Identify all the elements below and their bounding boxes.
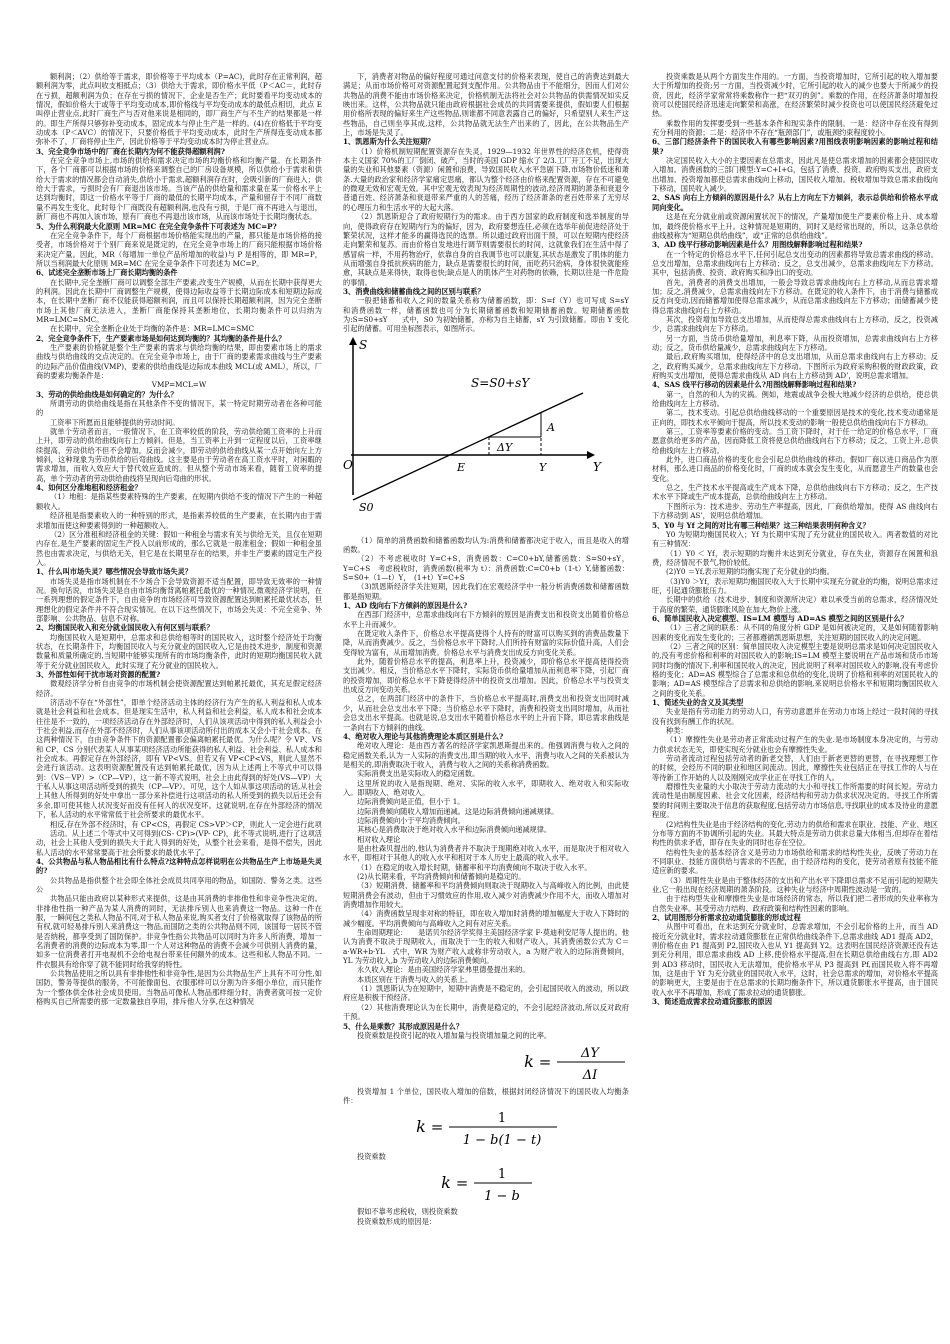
paragraph: 下，消费者对物品的偏好程度可通过问意支付的价格来表现，使自己的消费达到最大满足；从而市场价格可对资源配置起到支配作用。公共物品由于不能细分，因而人们对公共物品的消费不能由市场价格来决定，价格机制无法将社会对公共物品的供需情况如实反映出来。这样，公共物品就只能由政府根据社会成员的共同需要来提供，假如要人们根据用价格所表现的偏好来生产这些物品,则谁都不同意表露自己的偏好，只希望别人来生产这些物品，自己则坐享其成,这样，公共物品就无法生产出来的了，因此，在公共物品生产上，市场是失灵了。 bbox=[343, 72, 629, 138]
paragraph: (2)结构性失业是由于经济结构的变化,劳动力的供给和需求在职业、技能、产业、地区分布等方面的不协调所引起的失业。其最大特点是劳动力供求总量大体相当,但却存在着结构性的供求矛盾，即存在失业的同时也存在空位。 bbox=[652, 819, 938, 848]
eq-numerator: 1 bbox=[497, 1166, 507, 1182]
saving-line bbox=[353, 393, 583, 500]
paragraph: （1）摩擦性失业是劳动者正常流动过程产生的失业.是市场制度本身决定的，与劳动力供求状态无关，即使实现充分就业也会有摩擦性失业。 bbox=[652, 735, 938, 754]
paragraph: （2）不考虑税收时 Y=C+S，消费函数：C=C0+bY,储蓄函数：S=S0+sY，Y=C+S 考虑税收时，消费函数(税率为 t）：消费函数:C=C0+b（1-t）Y,储蓄函数：S=S0+（1—t）Y， (1+t）Y=C+S bbox=[343, 554, 629, 582]
paragraph: 其次，投资增加导致总支出增加，从而使得总需求曲线向右上方移动，反之，投资减少，总需求曲线向左下方移动。 bbox=[652, 314, 938, 334]
equation-figure bbox=[411, 1105, 561, 1149]
section-heading: 1、简述失业的含义及其类型 bbox=[652, 698, 744, 708]
paragraph: 投资乘数形成的原因是： bbox=[357, 1216, 437, 1226]
paragraph: VMP=MCL=W bbox=[151, 380, 207, 390]
paragraph: 一般把储蓄和收入之间的数量关系称为储蓄函数，即：S=f（Y）也可写成 S=sY 和消费函数一样，储蓄函数也可分为长期储蓄函数和短期储蓄函数。短期储蓄函数为:S=S0+sY 式中，S0 为初始储蓄，亦称为自主储蓄，sY 为引致储蓄。即由 Y 变化引起的储蓄。可用坐标图表示，如图所示。 bbox=[343, 296, 644, 334]
equation-block bbox=[343, 1040, 629, 1086]
paragraph: （1）价格机制短期配置资源存在失灵。1929—1932 年世界性的经济危机，使得资本主义国家 70%的工厂倒闭、破产，当时的美国 GDP 缩水了 2/3.工厂开工不足，出现大量的失业和其他要素（资源）闲置和浪费，导致国民收入水平急剧下降,市场物价低迷和萧条.大量的政治家和经济学家痛定思痛，都认为整个经济由价格来配置资源，存在不可避免的微观无效和宏观无效。其中宏观无效表现为经济周期性的波动,经济周期的萧条和衰退令普通百姓、经济萧条和衰退带来严重的人的苦痛，经历了经济萧条的老百姓带来了无穷尽的心理压力和生活水平的大起大落。 bbox=[343, 146, 629, 212]
paragraph: 所谓劳动的供给曲线是指在其他条件不变的情况下，某一特定时期劳动者在各种可能的 bbox=[36, 399, 322, 418]
text-column-right bbox=[652, 72, 938, 1334]
paragraph: （3）短期消费、储蓄率和平均消费倾向则取决于现期收入与高峰收入的比例，由此使短期消费会有波动，但由于习惯效应的作用,收入减少对消费减少作用不大，而收入增加对消费增加作用较大。 bbox=[343, 881, 629, 910]
paragraph: 此外，进口商品价格的变化也会引起总供给曲线的移动。假如厂商以进口商品作为原材料，那么进口商品的价格变化时，厂商的成本就会发生变化，从而愿意生产的数量也会变化。 bbox=[652, 455, 938, 483]
section-heading: 6、简单国民收入决定模型、IS=LM 模型与 AD=AS 模型之间的区别是什么？ bbox=[652, 613, 908, 623]
paragraph: 实际消费支出是实际收入的稳定函数。 bbox=[357, 769, 480, 779]
section-heading: 3、消费曲线和储蓄曲线之间的区别与联系？ bbox=[343, 286, 485, 296]
paragraph: 总之，在两部门经济中的条件下，当价格总水平提高时,消费支出和投资支出同时减少，从而社会总支出水平下降；当价格总水平下降时，消费和投资支出同时增加，从而社会总支出水平提高。也就是说,总支出水平随着价格总水平的上升而下降，即总需求曲线是一条向右下方倾斜的曲线。 bbox=[343, 694, 629, 732]
paragraph: 就单个劳动者而言，一般情况下，在工资率较低的阶段，劳动供给随工资率的上升而上升，即劳动的供给曲线向右上方倾斜。但是，当工资率上升到一定程度以后，工资率继续提高，劳动供给不但不会增加，反而会减少，即劳动的供给曲线从某一点开始向左上方倾斜，这种现象为劳动供给的后弯曲线。这主要是由于劳动者在高工资水平时，对闲暇的需求增加，而收入效应大于替代效应造成的。但从整个劳动市场来看，随着工资率的提高，单个劳动者的劳动供给曲线将呈现向后弯曲的形状。 bbox=[36, 427, 322, 483]
eq-numerator: 1 bbox=[497, 1111, 507, 1127]
y-axis-arrow bbox=[349, 337, 357, 345]
paragraph: 乘数作用的发挥要受到一些基本条件和现实条件的限制。一是：经济中存在没有得到充分利用的资源；二是：经济中不存在“瓶颈部门”，或瓶颈约束程度较小。 bbox=[652, 118, 938, 138]
eq-equals: = bbox=[455, 1173, 469, 1192]
saving-line-label: S=S0+sY bbox=[471, 375, 530, 390]
section-heading: 5、为什么利润最大化原则 MR=MC 在完全竞争条件下可表述为 MC=P? bbox=[36, 221, 277, 231]
section-heading: 4、SAS 线平行移动的因素是什么?用图线解释影响过程和结果? bbox=[652, 380, 857, 390]
paragraph: 另一方面，当货币供给量增加，利息率下降，从而投资增加，总需求曲线向右上方移动；反之，货币供给量减少，总需求曲线向左下方移动。 bbox=[652, 333, 938, 352]
paragraph: 投资乘数是从两个方面发生作用的。一方面，当投资增加时，它所引起的收入增加要大于所增加的投资;另一方面，当投资减少时，它所引起的收入的减少也要大于所减少的投资，因此，经济学家常常将乘数称作一把“双刃的剑”。乘数的作用，在经济萧条时增加投资可以使国民经济迅速走向繁荣和高涨，在经济繁荣时减少投资也可以使国民经济避免过热。 bbox=[652, 72, 938, 119]
eq-equals: = bbox=[430, 1118, 444, 1137]
x-axis-arrow bbox=[587, 451, 595, 459]
paragraph: 在一个特定的价格总水平下,任何引起总支出变动的因素都将导致总需求曲线的移动。总支出增加，总需求曲线向右上方移动；反之，总支出减少，总需求曲线向左下方移动。其中，包括消费、投资、政府购买和净出口的变动。 bbox=[652, 249, 938, 278]
paragraph: （1）三者之间的联系：从不同的角度分析 GDP 是如何被决定的，又是如何随着影响因素的变化而发生变化的；三者都遵循凯恩斯思想，关注短期的国民收入的决定问题。 bbox=[652, 623, 938, 642]
paragraph: 额利润；（2）供给等于需求，即价格等于平均成本（P=AC)，此时存在正常利润，超额利润为零，此点叫收支相抵点；（3）供给大于需求，即价格水平低（P＜AC＝，此时存在亏损，超额利润为负；在存在亏损的情况下，企业是否生产；此时要看平均变动成本的情况，假如价格大于或等于平均变动成本,即价格线与平均变动成本的最低点相切，此点 E 叫停止营业点,此时厂商生产与否对他来说是相同的，即厂商生产与不生产的结果都是一样的。即生产所得只够弥补变动成本，固定成本与停止生产是一样的。(4)在价格低于平均变动成本（P＜AVC）的情况下，只要价格低于平均变动成本，此时生产所得连变动成本都弥补不了，厂商将停止生产，因此价格等于平均变动成本时为停止营业点。 bbox=[36, 72, 322, 147]
eq-denominator: 1 − b(1 − t) bbox=[462, 1133, 542, 1149]
paragraph: （1）凯恩斯认为在短期中，短期中消费是不稳定的，会引起国民收入的波动，所以政府应是积极干预经济。 bbox=[343, 984, 629, 1003]
section-heading: 4、如何区分准地租和经济租金？ bbox=[36, 483, 142, 493]
saving-function-figure bbox=[343, 335, 623, 535]
section-heading: 3、劳动的供给曲线是如何确定的？为什么？ bbox=[36, 389, 178, 399]
paragraph: 市场失灵是指市场机制在不少场合下会导致资源不适当配置，即导致无效率的一种情况。换句话说，市场失灵是自由市场均衡背离帕累托最优的一种情况,微观经济学说明，在一系列理想的假定条件下，自由竞争的市场经济可导致资源配置达到帕累托最优状态，但理想化的假定条件并不符合现实情况。在以下这些情况下，市场会失灵：不完全竞争、外部影响、公共物品、信息不对称。 bbox=[36, 576, 322, 623]
paragraph: 在完全竞争市场上,市场的供给和需求决定市场的均衡价格和均衡产量。在长期条件下，各个厂商都可以根据市场的价格来调整自己的厂房设备规模，所以供给小于需求和供给大于需求的情况都会自动消失,供给小于需求,超额利润存在时，会吸引新的厂商进入；供给大于需求，亏损时会有厂商退出该市场。当该产品的供给量和需求量在某一价格水平上达到均衡时，即这一价格水平等于厂商的最低的长期平均成本，产量和留存于不同厂商数量不再发生变化，此时每个厂商既没有超额利润,也没有亏损，于是厂商不再进入与退出，新厂商也不再加入该市场，原有厂商也不再退出该市场，从而该市场处于长期均衡状态。 bbox=[36, 156, 322, 222]
paragraph: 相对收入理论 bbox=[357, 834, 401, 844]
paragraph: （1）简单的消费函数和储蓄函数均认为:消费和储蓄都决定于收入，而且是收入的增函数。 bbox=[343, 535, 629, 554]
origin-label: O bbox=[343, 457, 353, 472]
paragraph: 生命周期理论： 是诺贝尔经济学奖得主美国经济学家 F·莫迪利安尼等人提出的。他认为消费不取决于现期收入，而取决于一生的收入和财产收入，其消费函数公式为 C＝a·WR+b·YL 式中，WR 为财产收入或称非劳动收入，a 为财产收入的边际消费倾向，YL 为劳动收入,b 为劳动收入的边际消费倾向。 bbox=[343, 928, 629, 966]
axis-x-label: Y bbox=[593, 459, 601, 474]
eq-numerator: ΔY bbox=[581, 1046, 599, 1062]
paragraph: （2）凯恩斯迎合了政府短期行为的需求。由于西方国家的政府制度和选举制度的导向，使得政府存在短期内行为的偏好，因为，政府要想连任,必须在选举年前促进经济处于繁荣状况，这样才能多的赢得选民的选票。所以通过政府出面干预，可以在短期内使经济走向繁荣和复苏。而由价格自发地进行调节则需要很长的时间，这就象我们在生活中得了感冒病一样，不用药物治疗，依靠自身的自我调节也可以康复,其状态是激发了肌体的能力从而增强自身抵抗疾病的能力，缺点是需要很长的时间，而吃药只治病，身体很快就能痊愈，其缺点是来得快，取得也快;缺点是人的肌体产生对药物的依赖，长期以往是一件危险的事情。 bbox=[343, 212, 629, 287]
paragraph: 此外，随着价格总水平的提高，利息率上升，投资减少，即价格总水平提高使得投资支出减少。相反，当价格总水平下降时，实际货币供给量增加从而利息率下降，引起厂商的投资增加，即价格总水平下降使得经济中的投资支出增加。因此，价格总水平与投资支出成反方向变动关系。 bbox=[343, 657, 629, 695]
paragraph: （4）消费函数呈现非对称的特征，即在收入增加时消费的增加幅度大于收入下降时的减少幅度。平均消费倾向与高峰收入之间有对应关系。 bbox=[343, 909, 629, 928]
paragraph: 在西部门经济中，总需求曲线向右下方倾斜的原因是消费支出和投资支出随着价格总水平上升而减少。 bbox=[343, 610, 629, 629]
paragraph: 决定国民收入大小的主要因素在总需求，因此凡是使总需求增加的因素都会使国民收入增加。消费函数的三部门模型:Y=C+I+G，包括了消费、投资、政府购买支出，政府支出增加、投资增加都使总需求曲线向上移动，国民收入增加。税收增加导致总需求曲线向下移动，国民收入减少。 bbox=[652, 156, 938, 194]
section-heading: 3、AD 线平行移动影响因素是什么？用图线解释影响过程和结果? bbox=[652, 240, 863, 250]
paragraph: 均衡国民收入是短期中，总需求和总供给相等时的国民收入，这时整个经济处于均衡状态，在长期条件下，均衡国民收入与充分就业的国民收入,它是由技术进步，制度和资源数量和质量所确定的,当短期中能够实现所有的市场均衡条件，此时的短期均衡国民收入就等于充分就业国民收入，此时实现了充分就业的国民收入。 bbox=[36, 632, 322, 670]
paragraph: 是由杜森贝提出的,他认为消费者并不取决于现期绝对收入水平，而是取决于相对收入水平，即相对于其他人的收入水平和相对于本人历史上最高的收入水平。 bbox=[343, 843, 629, 863]
paragraph: 在既定收入条件下，价格总水平提高使得个人持有的财富可以购买到的消费品数量下降，从而消费减少。反之，当价格总水平下降时,人们所持有财富的实际价值升高，人们会变得较为富有，从而增加消费。价格总水平与消费支出成反方向变化关系。 bbox=[343, 629, 629, 657]
section-heading: 6、三部门经济条件下的国民收入有哪些影响因素?用图线表明影响因素的影响过程和结果? bbox=[652, 137, 938, 156]
eq-k: k bbox=[524, 1052, 534, 1072]
paragraph: (2)Y0 ＝Yf,表示短期的均衡实现了充分就业的均衡。 bbox=[666, 567, 834, 577]
intercept-label: S0 bbox=[359, 500, 374, 514]
paragraph: Y0 为短期均衡国民收入；Yf 为长期中实现了充分就业的国民收入。两者数值的对比有三种情况： bbox=[652, 529, 938, 549]
paragraph: 工资率下所愿而且能够提供的劳动时间。 bbox=[50, 417, 180, 427]
equation-figure bbox=[519, 1040, 629, 1084]
equation-figure bbox=[436, 1161, 536, 1205]
paragraph: 结构性失业的基本经济含义是劳动力市场供给和需求的结构性失业，反映了劳动力在不同职业、技能方面供给与需求的不匹配，由于经济结构的变化，使劳动者原有技能不能适应新的要求。 bbox=[652, 847, 938, 876]
paragraph: （3)凯恩斯经济学关注短期，因此我们在宏观经济学中一般分析消费函数和储蓄函数都是指短期。 bbox=[343, 582, 629, 601]
paragraph: 公共物品使用之所以具有非排他性和非竞争性,是因为公共物品生产上具有不可分性,如国防，警务等提供的服务，不可能像面包、衣服那样可以分割为许多细小单位，而只能作为一个整体供全体社会成员使用。当物品可像私人物品那样细分时，消费者就可按一定价格购买自己所需要的那一定数量独自享用，排斥他人分享,在这种情况 bbox=[36, 969, 322, 1007]
paragraph: （1）地租：是指某些要素特殊的生产要素，在短期内供给不变的情况下产生的一种超额收入。 bbox=[36, 492, 322, 511]
eq-k: k bbox=[441, 1172, 451, 1192]
paragraph: 劳动者流动过程包括劳动者的新老交替，人们由于新老更替的更替，在寻找理想工作的时候，会经历不同的职业和地区间流动。因此，摩擦性失业包括正在寻找工作的人与在等待新工作开始的人以及刚刚完成学业正在寻找工作的人。 bbox=[652, 754, 938, 782]
point-a-label: A bbox=[547, 420, 555, 434]
eq-denominator: ΔI bbox=[582, 1068, 598, 1084]
paragraph: 在长期中,完全垄断厂商可以调整全部生产要素,改变生产规模，从而在长期中获得更大的利润。因此在长期中厂商调整生产规模，使得边际收益等于长期边际成本和短期边际成本，在长期中垄断厂商不仅能获得超额利润，而且可以保持长期超额利润，因为完全垄断市场上其他厂商无法进入，垄断厂商能保持其垄断地位，长期均衡条件可以归纳为 MR=LMC=SMC。 bbox=[36, 277, 322, 324]
paragraph: 微观经济学分析自由竞争的市场机制会使资源配置达到帕累托最优，其充足假定经济经济。 bbox=[36, 679, 322, 698]
paragraph: 边际消费倾向是正值，但小于 1。 bbox=[357, 797, 465, 807]
section-heading: 3、完全竞争市场中的厂商在长期内为何不能获得超额利润? bbox=[36, 146, 225, 156]
text-column-middle bbox=[343, 72, 644, 1334]
paragraph: 磨擦性失业量的大小取决于劳动力流动的大小和寻找工作所需要的时间长短。劳动力流动性是由制度因素、社会文化因素，经济结构和劳动力供求状况决定的。寻找工作所需要的时间则主要取决于信息的获取程度,包括劳动力市场信息,寻找职业的成本及待业的意愿程度。 bbox=[652, 782, 938, 820]
section-heading: 3、外部性如何干扰市场对资源的配置? bbox=[36, 670, 161, 679]
delta-y-label: ΔY bbox=[497, 440, 513, 454]
section-heading: 2、SAS 向右上方倾斜的原因是什么？从右上方向左下方倾斜，表示总供给和价格水平成同向变化。 bbox=[652, 193, 938, 212]
paragraph: （2）区分准租和经济租金的关键：假如一种租金与需求有关与供给无关，且仅在短期内存在,是生产要素的固定生产投入以前形成的，那么它就是一般准租金；假如一种租金虽然也由需求决定，与供给无关，但它是在长期里存在的结果，并非生产要素的固定生产投入。 bbox=[36, 529, 322, 567]
paragraph: 边际消费倾向随收入增加而递减。这是边际消费倾向递减规律。 bbox=[357, 806, 559, 816]
paragraph: 投资增加 1 个单位，国民收入增加的倍数，根据封闭经济情况下的国民收入均衡条件： bbox=[343, 1086, 629, 1105]
axis-y-label: S bbox=[359, 337, 368, 352]
paragraph: 第一，自然的和人为的灾祸。例如，地震或战争会极大地减少经济的总供给，使总供给曲线向左上方移动。 bbox=[652, 389, 938, 409]
section-heading: 2、完全竞争条件下，生产要素市场是如何达到均衡的？其均衡的条件是什么？ bbox=[36, 333, 286, 343]
section-heading: 6、试述完全垄断市场上厂商长期均衡的条件 bbox=[36, 268, 178, 278]
paragraph: （3)Y0 ＞Yf，表示短期均衡国民收入大于长期中实现充分就业的均衡，说明总需求过旺，引起通货膨胀压力。 bbox=[652, 576, 938, 595]
eq-denominator: 1 − b bbox=[484, 1188, 520, 1204]
section-heading: 4、绝对收入理论与其他消费理论本质区别是什么? bbox=[343, 731, 504, 741]
section-heading: 1、什么叫市场失灵？哪些情况会导致市场失灵？ bbox=[36, 567, 192, 577]
paragraph: 边际消费倾向小于平均消费倾向。 bbox=[357, 815, 465, 825]
paragraph: 这是在充分就业前或资源闲置状况下的情况，产量增加使生产要素价格上升、成本增加，最终使价格水平上升。这种情况是短期的，同时又是经常出现的，所以，这条总供给曲线被称为“短期总供给曲线”，或“正常的总供给曲线”。 bbox=[652, 212, 938, 240]
paragraph: (2)从长期来看，平均消费倾向和储蓄倾向是稳定的。 bbox=[357, 872, 526, 881]
section-heading: 2、试用图形分析需求拉动通货膨胀的形成过程 bbox=[652, 912, 801, 922]
point-e-label: E bbox=[457, 460, 466, 474]
paragraph: 济活动不存在“外部性”，即单个经济活动主体的经济行为产生的私人利益和私人成本就是社会利益和社会成本。但是现实生活中，私人利益和社会利益，私人成本和社会成本往往是不一致的，一项经济活动存在外部经济时，人们从该项活动中得到的私人利益会小于社会利益,而存在外部不经济时，人们从事该项活动所付出的成本又会小于社会成本。在这两种情况下，自由竞争条件下的资源配置都会偏离帕累托最优。为什么呢？令 VP、VS 和 CP、CS 分别代表某人从事某项经济活动所能获得的私人利益、社会利益、私人成本和社会成本。再假定存在外部经济，即有 VP<VS。但若又有 VP<CP<VS，则此人显然不会进行该活动。这表明资源配置没有达到帕累托最优，因为从上述两上不等式中可以得到：（VS－VP）>（CP—VP），这一新不等式说明，社会上由此得到的好处(VS—VP）大于私人从事这项活动所受到的损失（CP—VP）。可见，这个人如从事这项活动的话,从社会上其他人所得到的好处中拿出一部分来补偿进行这项活动的私人所受到的损失以后还会有多余,即可使其他人状况变好而没有任何人的状况变坏。这就说明,在存在外部经济的情况下，私人活动的水平常常低于社会所要求的最优水平。 bbox=[36, 698, 322, 820]
section-heading: 5、什么是乘数？其形成原因是什么？ bbox=[343, 1021, 464, 1031]
paragraph: 共物品只能由政府以某种形式来提供，这是由其消费的非排他性和非竞争性决定的。非排他性指一种产品为某人消费的同时，无法排斥别人也来消费这一物品。这种一件在服，一瞬间包之类私人物品不同,对于私人物品来说,购买者支付了价格就取得了该物品的所有权,就可轻易排斥别人来消费这一物品,而国防之类的公共物品则不同，该国每一居民不管是否纳税，都享受到了国防保护。非竞争性指公共物品可以同时为许多人所消费，增加一名消费者的消费的边际成本为零,即一个人对这种物品的消费不会减少可供别人消费的量，如多一位消费者打开电视机不会给电视台带来任何额外的成本。这些和私人物品不同。一件衣服具有给你穿了就不能同时给我穿的特性。 bbox=[36, 894, 322, 969]
paragraph: 第三，工资率等要素价格的变动。当工资下降时，对于任一给定的价格总水平，厂商愿意供给更多的产品，因而降低工资将使总供给曲线向右下方移动；反之，工资上升,总供给曲线向左上方移动。 bbox=[652, 427, 938, 455]
paragraph: 其核心是消费取决于绝对收入水平和边际消费倾向递减规律。 bbox=[357, 825, 552, 835]
paragraph: 假如不靠考虑税收，则投资乘数 bbox=[357, 1207, 458, 1217]
section-heading: 1、凯恩斯为什么关注短期？ bbox=[343, 137, 435, 147]
paragraph: 相反,存在外部不经济时，有 CP<CS，再假定 CS>VP＞CP，则此人一定会进行此项 bbox=[50, 819, 322, 829]
section-heading: 3、简述造成需求拉动通货膨胀的原因 bbox=[652, 997, 773, 1007]
paragraph: 生产要素的价格就是整个生产要素的需求与供给均衡的结果，即由要素市场上的需求曲线与供给曲线的交点决定的。在完全竞争市场上，由于厂商的要素需求曲线与生产要素的边际产品价值曲线(VMP)，要素的供给曲线是边际成本曲线 MCL(或 AML），所以，厂商的要素均衡条件是： bbox=[36, 342, 322, 380]
paragraph: 永久收入理论：是由美国经济学家弗里德曼提出来的。 bbox=[357, 965, 530, 975]
equation-block bbox=[343, 1105, 629, 1151]
paragraph: （1）Y0 ＜ Yf，表示短期的均衡并未达到充分就业，存在失业，资源存在闲置和浪费，经济情况不景气,物价较低。 bbox=[652, 548, 938, 567]
section-heading: 4、公共物品与私人物品相比有什么特点?这种特点怎样说明在公共物品生产上市场是失灵的? bbox=[36, 856, 322, 876]
axis-x-label-y: Y bbox=[539, 460, 547, 474]
text-column-left bbox=[36, 72, 322, 1334]
paragraph: 这里所说的收入是指现期、绝对、实际的收入水平，即期收入、绝对收入和实际收入。即期收入、绝对收入。 bbox=[343, 778, 629, 797]
eq-equals: = bbox=[538, 1053, 552, 1072]
paragraph: 本质区别在于消费与收入的关系上。 bbox=[357, 974, 473, 984]
paragraph: 在长期中，完全垄断企业处于均衡的条件是：MR=LMC=SMC bbox=[50, 324, 254, 334]
eq-k: k bbox=[416, 1117, 426, 1137]
paragraph: 绝对收入理论：是由西方著名的经济学家凯恩斯提出来的。他强调消费与收入之间的稳定函数关系,认为一人实际的消费支出,即当期的收入水平、消费与收入之间的关系被认为是相关的,即消费取决于收入，消费与收入之间的关系称消费函数。 bbox=[343, 741, 629, 769]
paragraph: 首先，消费者的消费支出增加，一般会导致总需求曲线向右上方移动,从而总需求增加；反之,消费减少，总需求曲线向左下方移动。在既定的收入条件下，由于消费与储蓄成反方向变动,因而储蓄增加使得总需求减少，从而总需求曲线向左下方移动；而储蓄减少使得总需求曲线向右上方移动。 bbox=[652, 277, 938, 315]
paragraph: 在完全竞争条件下，每个厂商根据市场价格能实现出的产量，都只能是市场价格的接受者，市场价格对于个别厂商来说是既定的，在完全竞争市场上的厂商只能根据市场价格来决定产量。因此，MR（每增加一单位产品所增加的收益)与 P 是相等的，即 MR=P，所以当利润最大化原则 MR=MC 在完全竞争条件下可表述为 MC=P。 bbox=[36, 230, 322, 268]
equation-block bbox=[343, 1161, 629, 1207]
paragraph: 投资乘数是投资引起的收入增加量与投资增加量之间的比率。 bbox=[357, 1030, 552, 1040]
paragraph: 失业是指有劳动能力的劳动人口，有劳动意愿并在劳动力市场上经过一段时间的寻找没有找到有酬工作的状况。 bbox=[652, 707, 938, 726]
section-heading: 5、Y0 与 Yf 之间的对比有哪三种结果？这三种结果表明何种含义？ bbox=[652, 520, 870, 530]
paragraph: 种类： bbox=[666, 726, 688, 736]
paragraph: （2）其他消费理论认为在长期中，消费是稳定的，不会引起经济波动,所以反对政府干预。 bbox=[343, 1002, 629, 1022]
paragraph: 投资乘数 bbox=[357, 1151, 386, 1161]
paragraph: 公共物品是指供整个社会即全体社会成员共同享用的物品，如国防、警务之类。这些公 bbox=[36, 875, 322, 894]
paragraph: （1）在稳定的收入增长时期，储蓄率和平均消费倾向不取决于收入水平。 bbox=[357, 862, 592, 872]
paragraph: 从图中可看出，在未达到充分就业时，总需求增加，不会引起价格的上升，而当 AD 接近充分就业时，需求拉动通货膨胀在正常供给曲线条件下,总需求曲线 AD1 提高 AD2，则价格在由 P1 提高到 P2,国民收入也从 Y1 提高到 Y2。这表明在国民经济资源还没有达到充分利用，即总需求曲线 AD 上移,使价格水平提高,但在长期总供给曲线右方,即 AD2 到 AD3 移动时，国民收入无法增加，使价格水平从 P3 提高到 Pf,而国民收入将不再增加，这是由于 Yf 为充分就业的国民收入水平，这时，社会总需求的增加，对价格水平提高的影响更大，主要是由于在总需求的长期均衡条件下，所以通货膨胀水平提高，由于国民收入水平不再增加，形成了需求拉动的通货膨胀。 bbox=[652, 922, 938, 997]
paragraph: 最后,政府购买增加，使得经济中的总支出增加，从而总需求曲线向右上方移动；反之，政府购买减少，总需求曲线向左下方移动。下图所示为政府采购积极的财政政策，政府购买支出增加，使得总需求曲线从 AD 向右上方移动到 AD’，说明总需求增加。 bbox=[652, 352, 938, 380]
paragraph: 由于结构型失业和摩擦性失业是市场经济的常态，所以我们把二者形成的失业率称为自然失业率。其受劳动力结构、政府政策和结构性因素的影响。 bbox=[652, 894, 938, 913]
paragraph: 总之，生产技术水平提高或生产成本下降，总供给曲线向右下方移动；反之，生产技术水平下降或生产成本提高，总供给曲线向左上方移动。 bbox=[652, 483, 938, 502]
paragraph: （2）三者之间的区别：简单国民收入决定模型主要是说明总需求是如何决定国民收入的,没有考虑价格和利率的对国民收入的影响;IS=LM 模型主要说明在产品市场和货币市场同时均衡的情况下,利率和国民收入的决定，因此说明了利率对国民收入的影响,没有考虑价格的变化；AD=AS 模型综合了总需求和总供给的变化,说明了价格和利率的对国民收入的影响；AD=AS 模型综合了总需求和总供给的影响,来说明总价格水平和短期均衡国民收入之间的变化关系。 bbox=[652, 641, 938, 698]
paragraph: 活动。从上述二个等式中又可得到(CS- CP)>(VP- CP)，此不等式说明,进行了这项活动，社会上其他人受到的损失大于此人得到的好处，从整个社会来看，是得不偿失，因此私人活动的水平常常要高于社会所要求的最优水平了。 bbox=[36, 828, 322, 857]
paragraph: 经济租是指要素收入的一种特别的形式，是指素养较低的生产要素，在长期内由于需求增加而使这种要素得到的一种超额收入。 bbox=[36, 511, 322, 530]
paragraph: 第二，技术变动。引起总供给曲线移动的一个重要原因是技术的变化,技术变动通常是正向的，即技术水平倾向于提高，所以技术变动的影响一般使总供给曲线向右下方移动。 bbox=[652, 408, 938, 427]
paragraph: 长期中的供给（技术进步、制度和资源所决定）难以承受当前的总需求，经济情况处于高度的繁荣，通货膨胀风险在加大,物价上涨。 bbox=[652, 595, 938, 614]
section-heading: 2、均衡国民收入和充分就业国民收入有何区别与联系？ bbox=[36, 623, 214, 633]
paragraph: （3）周期性失业是由于整体经济的支出和产出水平下降即总需求不足而引起的短期失业,它一般出现在经济周期的萧条阶段。这种失业与经济中周期性波动是一致的。 bbox=[652, 875, 938, 894]
paragraph: 下图所示为：技术进步、劳动生产率提高，因此，厂商供给增加，使得 AS 曲线向右下方移动到 AS’，说明总供给增加。 bbox=[652, 501, 938, 521]
section-heading: 1、AD 线向右下方倾斜的原因是什么? bbox=[343, 601, 468, 611]
